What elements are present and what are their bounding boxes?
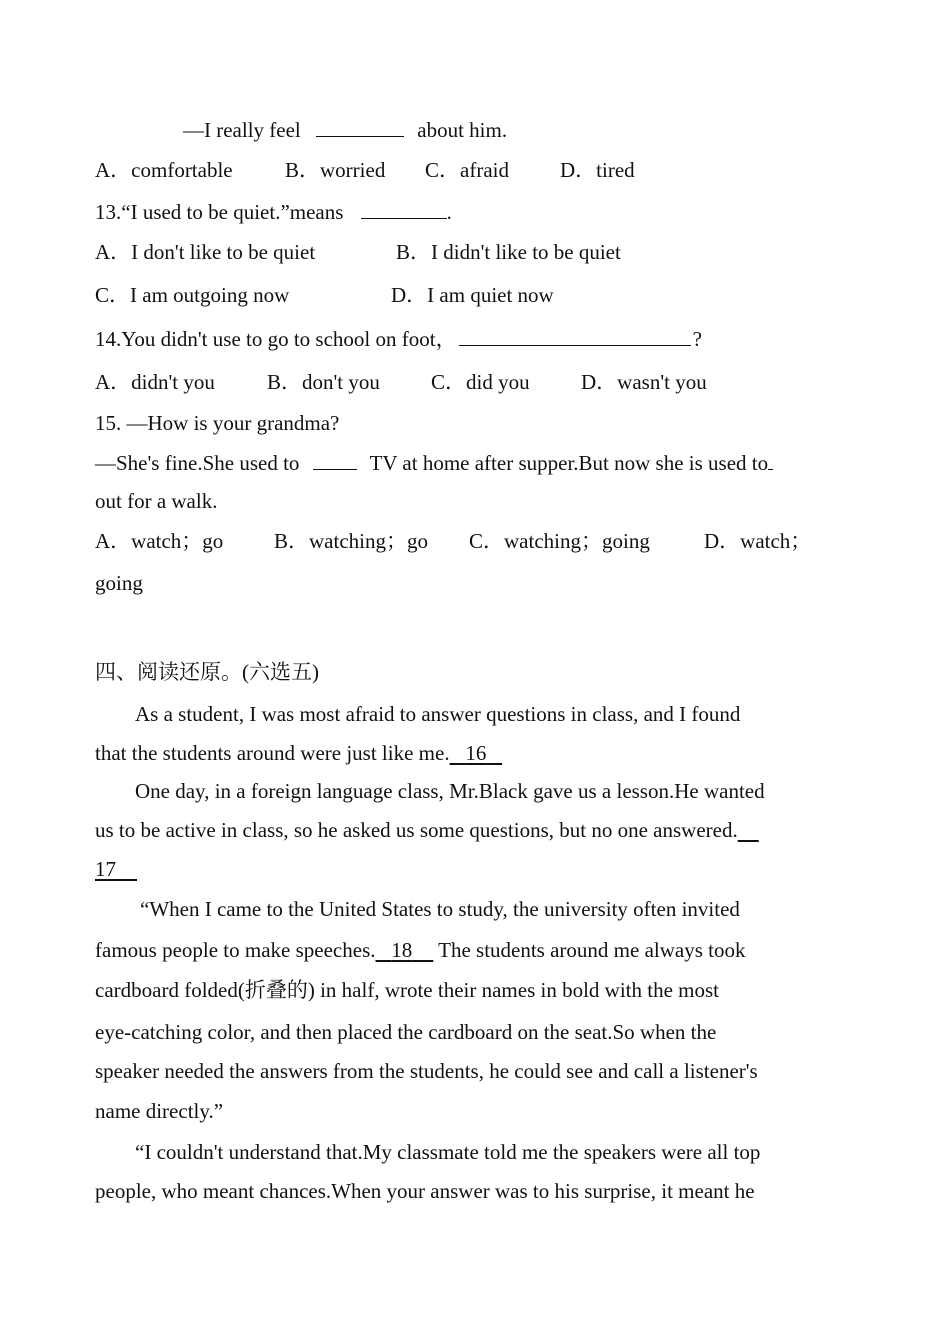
blank-17-lead [738,818,759,842]
passage-p2-line1: One day, in a foreign language class, Mr.Black gave us a lesson.He wanted [135,779,765,803]
q12-reply-pre: —I really feel [183,118,301,142]
passage-p3-line5: speaker needed the answers from the students, he could see and call a listener's [95,1059,758,1083]
q14-answer-blank[interactable] [459,325,691,346]
q14-stem-text: 14.You didn't use to go to school on foot， [95,327,457,351]
q13-answer-blank[interactable] [361,198,447,219]
q12-answer-blank[interactable] [316,116,404,137]
q12-option-c[interactable]: C．afraid [425,158,509,182]
q13-option-d[interactable]: D．I am quiet now [391,283,554,307]
passage-p3-line1: “When I came to the United States to study, the university often invited [140,897,740,921]
passage-p1-text: that the students around were just like me. [95,741,450,765]
q13-option-c[interactable]: C．I am outgoing now [95,283,290,307]
passage-p3-text-a: famous people to make speeches. [95,938,376,962]
q15-option-d[interactable]: D．watch； [704,529,812,553]
q15-option-d-wrap: going [95,571,143,595]
q13-stem-text: 13.“I used to be quiet.”means [95,200,344,224]
passage-p3-text-b: The students around me always took [438,938,746,962]
blank-18-number: 18 [391,938,413,962]
blank-17-label: 17 [95,857,116,881]
q12-reply-post: about him. [417,118,508,142]
passage-p1-line1: As a student, I was most afraid to answer questions in class, and I found [135,702,741,726]
q14-stem [95,325,702,352]
q12-option-b[interactable]: B．worried [285,158,386,182]
blank-17[interactable] [95,856,137,882]
passage-p3-line6: name directly.” [95,1099,224,1123]
passage-p3-line2 [95,937,745,963]
passage-p4-line1: “I couldn't understand that.My classmate told me the speakers were all top [135,1140,761,1164]
q13-option-a[interactable]: A．I don't like to be quiet [95,240,316,264]
q12-reply [183,116,507,143]
q12-option-d[interactable]: D．tired [560,158,635,182]
q15-option-a[interactable]: A．watch；go [95,529,224,553]
q13-option-b[interactable]: B．I didn't like to be quiet [396,240,621,264]
q15-reply-a: —She's fine.She used to [95,451,300,475]
q15-option-b[interactable]: B．watching；go [274,529,428,553]
q14-option-a[interactable]: A．didn't you [95,370,215,394]
q15-reply-c: out for a walk. [95,489,218,513]
q14-option-d[interactable]: D．wasn't you [581,370,707,394]
passage-p2-line2 [95,817,759,843]
passage-p2-text: us to be active in class, so he asked us some questions, but no one answered. [95,818,738,842]
q14-option-c[interactable]: C．did you [431,370,530,394]
q12-option-a[interactable]: A．comfortable [95,158,233,182]
blank-16[interactable] [450,741,503,765]
q15-answer-blank-1[interactable] [313,449,357,470]
blank-16-number: 16 [465,741,487,765]
blank-18[interactable] [376,938,434,962]
passage-p4-line2: people, who meant chances.When your answer was to his surprise, it meant he [95,1179,755,1203]
q14-option-b[interactable]: B．don't you [267,370,380,394]
q13-stem [95,198,452,225]
q13-stem-end: . [446,200,452,224]
section-heading: 四、阅读还原。(六选五) [95,660,319,684]
passage-p3-line3: cardboard folded(折叠的) in half, wrote their names in bold with the most [95,978,720,1002]
q14-stem-end: ? [692,327,702,351]
q15-reply-b: TV at home after supper.But now she is used to [369,451,769,475]
passage-p1-line2 [95,740,502,766]
q15-reply [95,449,773,476]
q15-stem: 15. —How is your grandma? [95,411,340,435]
blank-17-number [95,857,137,881]
passage-p3-line4: eye-catching color, and then placed the cardboard on the seat.So when the [95,1020,717,1044]
q15-option-c[interactable]: C．watching；going [469,529,650,553]
q15-answer-blank-2[interactable] [768,449,773,470]
